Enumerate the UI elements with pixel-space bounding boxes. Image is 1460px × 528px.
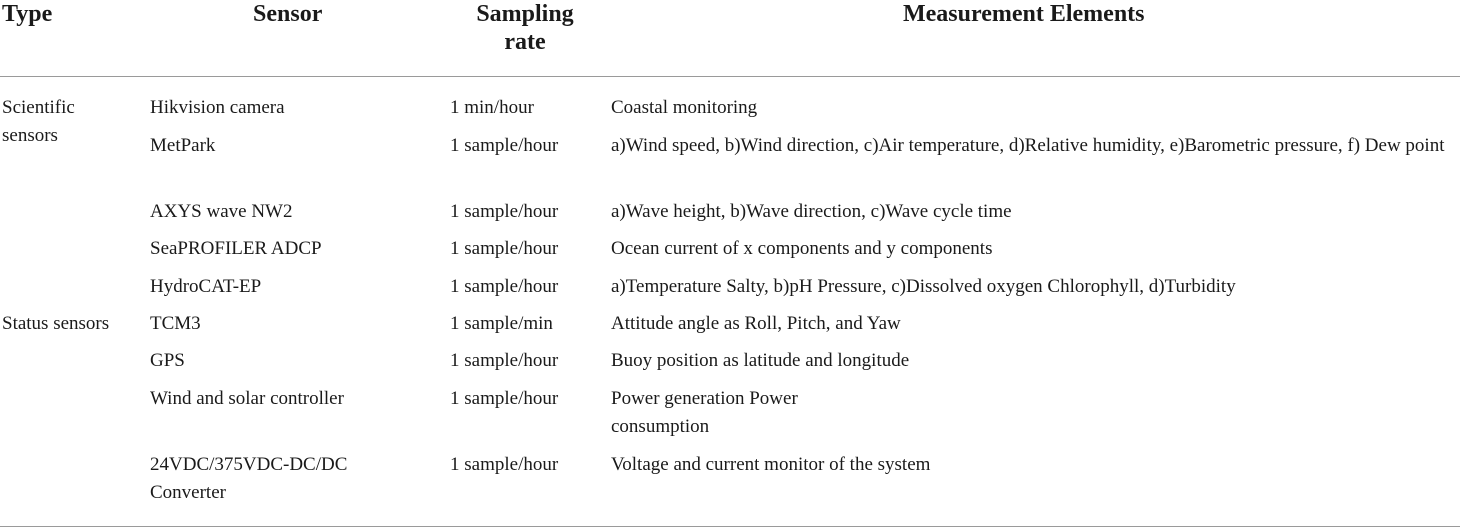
row-0-sensor: Hikvision camera [150, 97, 285, 118]
row-0-sampling-rate: 1 min/hour [450, 97, 534, 118]
row-3-sensor: SeaPROFILER ADCP [150, 238, 322, 259]
row-5-sensor: TCM3 [150, 313, 201, 334]
row-5-measurement: Attitude angle as Roll, Pitch, and Yaw [611, 313, 901, 334]
row-4-measurement: a)Temperature Salty, b)pH Pressure, c)Dissolved oxygen Chlorophyll, d)Turbidity [611, 276, 1236, 297]
row-8-sensor: 24VDC/375VDC-DC/DC Converter [150, 454, 348, 503]
row-5-sampling-rate: 1 sample/min [450, 313, 553, 334]
header-sampling-rate: Sampling rate [476, 1, 574, 55]
row-3-measurement: Ocean current of x components and y components [611, 238, 993, 259]
row-1-sensor: MetPark [150, 135, 216, 156]
row-2-sensor: AXYS wave NW2 [150, 201, 293, 222]
row-5-type: Status sensors [2, 313, 110, 334]
header-type: Type [2, 1, 53, 27]
row-3-sampling-rate: 1 sample/hour [450, 238, 559, 259]
row-7-sampling-rate: 1 sample/hour [450, 388, 559, 409]
row-2-sampling-rate: 1 sample/hour [450, 201, 559, 222]
row-6-sampling-rate: 1 sample/hour [450, 350, 559, 371]
bottom-rule [0, 526, 1460, 527]
row-8-measurement: Voltage and current monitor of the system [611, 454, 931, 475]
row-6-measurement: Buoy position as latitude and longitude [611, 350, 910, 371]
row-1-measurement: a)Wind speed, b)Wind direction, c)Air temperature, d)Relative humidity, e)Barometric pressure, f) Dew point [611, 135, 1445, 156]
header-sensor: Sensor [253, 1, 323, 27]
row-7-measurement: Power generation Power consumption [611, 388, 798, 437]
row-1-sampling-rate: 1 sample/hour [450, 135, 559, 156]
row-4-sampling-rate: 1 sample/hour [450, 276, 559, 297]
row-0-type: Scientific sensors [2, 97, 75, 146]
row-4-sensor: HydroCAT-EP [150, 276, 262, 297]
row-6-sensor: GPS [150, 350, 185, 371]
header-measurement-elements: Measurement Elements [903, 1, 1145, 27]
row-8-sampling-rate: 1 sample/hour [450, 454, 559, 475]
row-7-sensor: Wind and solar controller [150, 388, 344, 409]
row-0-measurement: Coastal monitoring [611, 97, 758, 118]
row-2-measurement: a)Wave height, b)Wave direction, c)Wave cycle time [611, 201, 1012, 222]
header-rule [0, 76, 1460, 77]
